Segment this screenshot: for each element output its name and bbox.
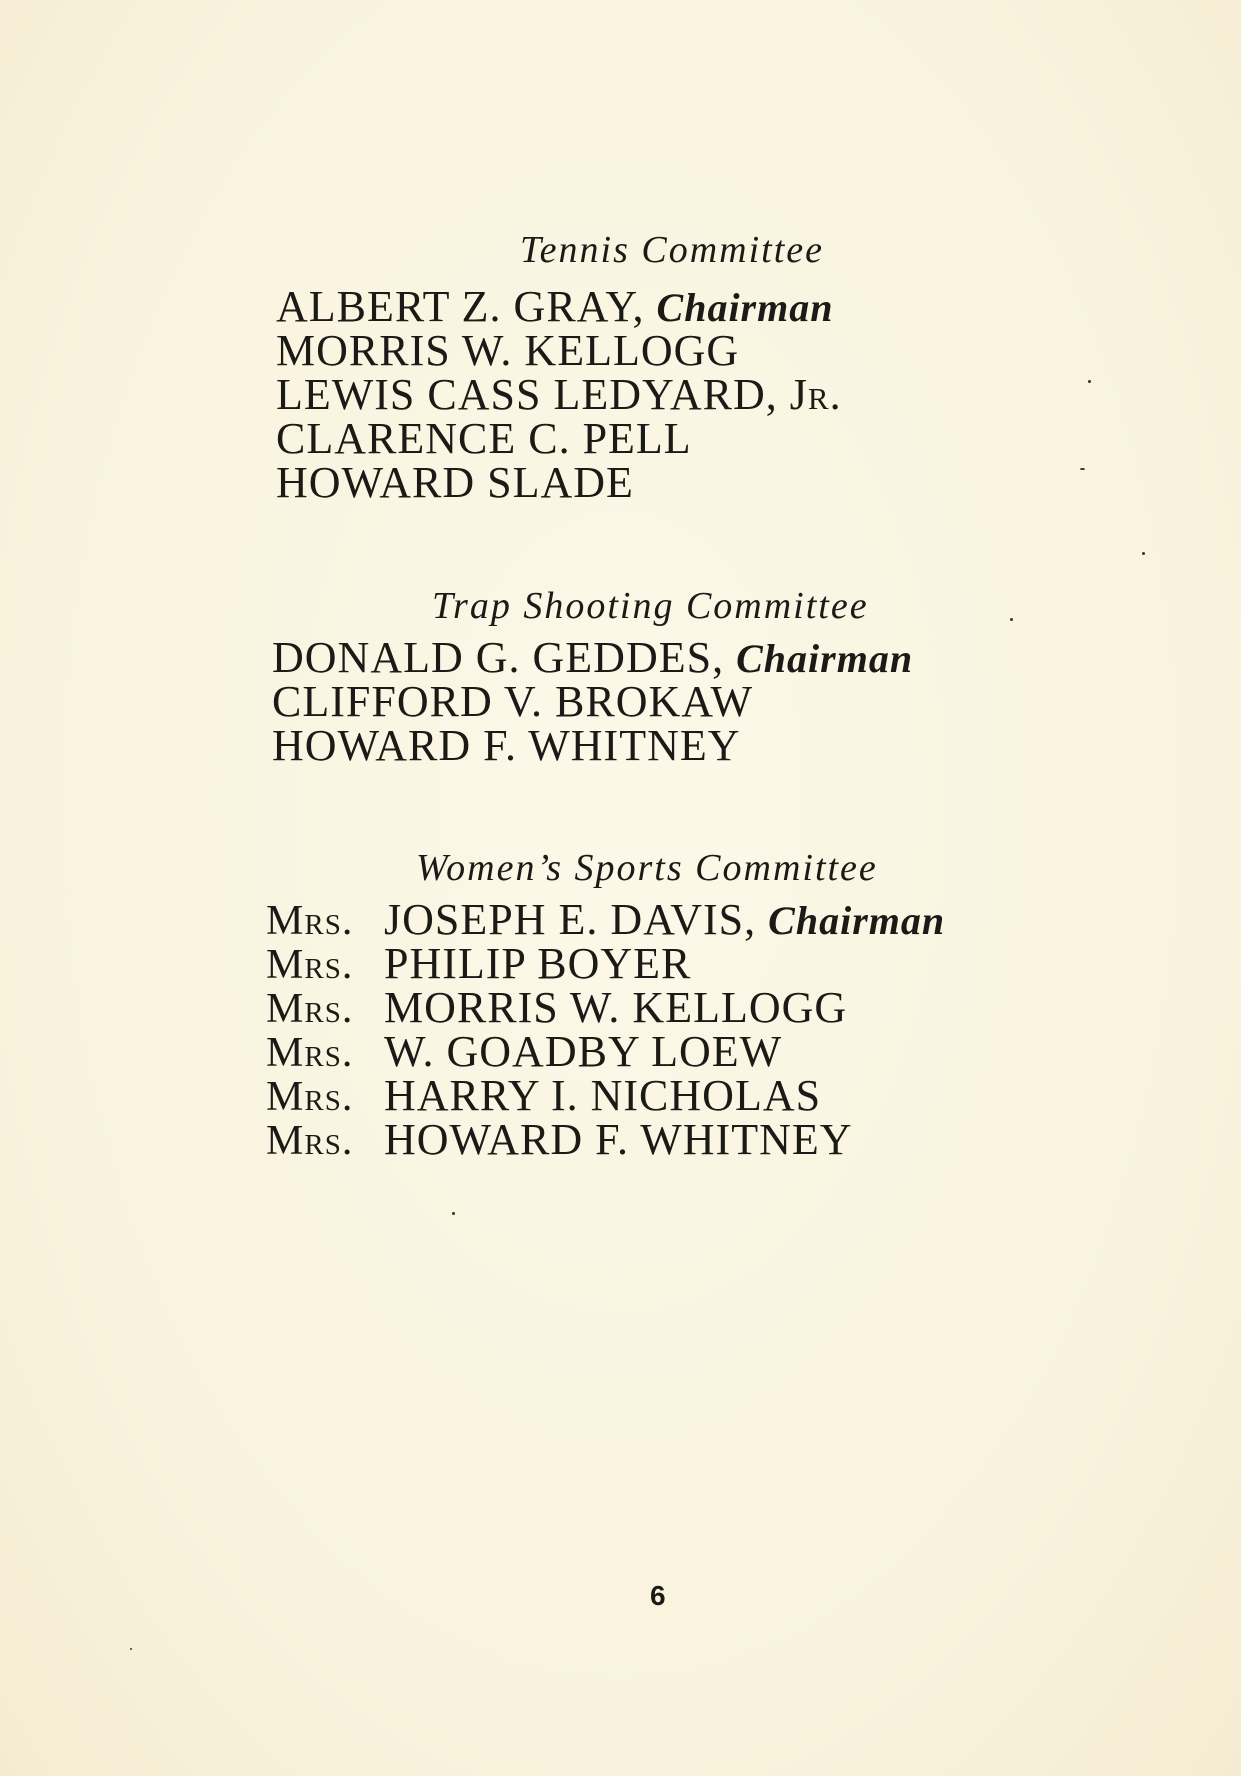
tennis-member-1 [276,282,834,331]
trap-member-2 [272,677,754,726]
trap-member-1 [272,633,914,682]
paper-speck [1010,618,1013,621]
tennis-member-3 [276,370,842,419]
member-role: Chairman [736,636,914,681]
tennis-member-2 [276,326,740,375]
member-suffix: Jr. [789,370,842,419]
member-prefix: Mrs. [266,898,354,944]
member-name: MORRIS W. KELLOGG [276,326,740,375]
member-prefix: Mrs. [266,1030,354,1076]
trap-member-3 [272,721,741,770]
women-member-5 [266,1071,822,1120]
member-name: JOSEPH E. DAVIS, [384,895,757,944]
women-member-6 [266,1115,853,1164]
member-prefix: Mrs. [266,1118,354,1164]
member-name: MORRIS W. KELLOGG [384,983,848,1032]
women-member-3 [266,983,848,1032]
member-name: DONALD G. GEDDES, [272,633,725,682]
member-name: CLIFFORD V. BROKAW [272,677,754,726]
member-prefix: Mrs. [266,986,354,1032]
paper-speck [452,1212,455,1215]
paper-speck [130,1648,132,1650]
paper-speck [1142,552,1145,555]
member-prefix: Mrs. [266,1074,354,1120]
paper-speck [1080,468,1085,470]
women-member-2 [266,939,692,988]
women-member-4 [266,1027,783,1076]
page-number: 6 [650,1580,666,1611]
member-name: ALBERT Z. GRAY, [276,282,645,331]
member-name: HARRY I. NICHOLAS [384,1071,822,1120]
member-name: PHILIP BOYER [384,939,692,988]
women-committee-heading: Women’s Sports Committee [416,847,878,889]
member-name: HOWARD F. WHITNEY [384,1115,853,1164]
member-name: HOWARD SLADE [276,458,634,507]
tennis-member-5 [276,458,634,507]
paper-speck [1088,380,1091,383]
trap-committee-heading: Trap Shooting Committee [432,585,869,627]
member-role: Chairman [768,898,946,943]
tennis-committee-heading: Tennis Committee [520,229,824,271]
women-member-1 [266,895,946,944]
member-name: LEWIS CASS LEDYARD, [276,370,778,419]
member-role: Chairman [656,285,834,330]
member-name: HOWARD F. WHITNEY [272,721,741,770]
member-name: CLARENCE C. PELL [276,414,692,463]
member-prefix: Mrs. [266,942,354,988]
member-name: W. GOADBY LOEW [384,1027,783,1076]
tennis-member-4 [276,414,692,463]
